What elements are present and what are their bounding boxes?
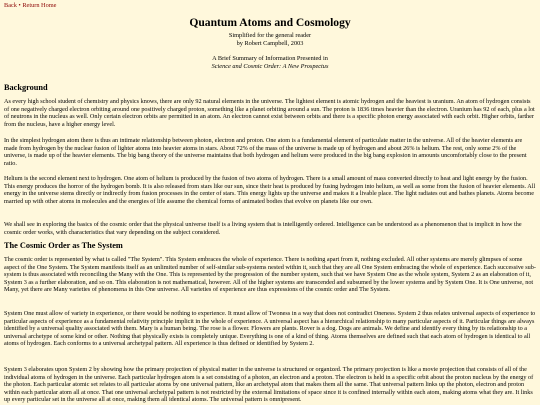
section-heading-background: Background: [4, 83, 48, 92]
section-heading-cosmic-order: The Cosmic Order as The System: [4, 241, 123, 250]
paragraph: System One must allow of variety in experience, or there would be nothing to experience. It must allow of Twoness in a way that does not contradict Oneness. System 2 thus relates universal aspects of experience to particular aspects of experience as a fundamental relativity principle implicit in the whole of experience. A universal aspect has a hierarchical relationship to many particular aspects of it. Particular things are always identified by a universal quality associated with them. Mary is a human being. The rose is a flower. Flowers are plants. Rover is a dog. Dogs are animals. We define and identify every thing by its relationship to a universal archetype of some kind or other. Nothing that physically exists is completely unique. Everything is one of a kind of thing. Atoms themselves are defined such that each atom of hydrogen is identical to all atoms of hydrogen. Each conforms to a universal archetypal pattern. All experience is thus defined or identified by System 2.: [4, 310, 536, 348]
byline: by Robert Campbell, 2003: [236, 39, 304, 47]
paragraph: We shall see in exploring the basics of the cosmic order that the physical universe itself is a living system that is intelligently ordered. Intelligence can be understood as a phenomenon that is implicit in how the cosmic order works, with characteristics that vary depending on the subject considered.: [4, 221, 522, 236]
return-home-link[interactable]: Return Home: [22, 2, 57, 9]
paragraph: The cosmic order is represented by what is called "The System". This System embraces the whole of experience. There is nothing apart from it, nothing excluded. All other systems are merely glimpses of some aspect of the One System. The System manifests itself as an unlimited number of self-similar sub-systems nested within it, such that they are all One System embracing the whole of experience. Each successive sub-system is thus associated with reconciling the Many with the One. This is represented by the progression of the number system, such that we have System One as the whole system, System 2 as an elaboration of it, System 3 as a further elaboration, and so on. This elaboration is not mathematical, however. All of the higher systems are transcended and subsumed by the lower systems and by System One. It is One universe, not Many, yet there are Many varieties of phenomena in this One universe. All varieties of experience are thus expressions of the cosmic order and The System.: [4, 256, 536, 294]
paragraph: System 3 elaborates upon System 2 by showing how the primary projection of physical matter in the universe is structured or organized. The primary projection is like a movie projection that consists of all of the individual atoms of hydrogen in the universe. Each particular hydrogen atom is a set consisting of a photon, an electron and a proton. The electron is held in a specific orbit about the proton nucleus by the energy of the photon. Each particular atomic set relates to all particular atoms by one universal pattern, like an archetypal atom that makes them all the same. That universal pattern links up the photon, electron and proton within each particular atom all at once. That one universal archetypal pattern is not restricted by the external limitations of space since it is confined internally within each atom, making atoms what they are. It links up every particular set in the universe all at once, making them all identical atoms. The universal pattern is omnipresent.: [4, 366, 534, 404]
paragraph: Helium is the second element next to hydrogen. One atom of helium is produced by the fusion of two atoms of hydrogen. There is a small amount of mass converted directly to heat and light energy by the fusion. This energy produces the horror of the hydrogen bomb. It is also released from stars like our sun, since their heat is produced by fusing hydrogen into helium, as well as some from the fusion of heavier elements. All energy in the universe stems directly or indirectly from fusion processes in the center of stars. This energy lights up the universe and makes it a livable place. The light radiates out and bathes planets. Atoms become married up with other atoms in molecules and the energies of life assume the chemical forms of animated bodies that evolve on planets like our own.: [4, 175, 536, 205]
back-link[interactable]: Back: [4, 2, 17, 9]
top-nav: [4, 2, 56, 10]
page-title: Quantum Atoms and Cosmology: [189, 16, 351, 29]
paragraph: In the simplest hydrogen atom there is thus an intimate relationship between photon, electron and proton. One atom is a fundamental element of particulate matter in the universe. All of the heavier elements are made from hydrogen by the nuclear fusion of lighter atoms into heavier atoms in stars. About 72% of the mass of the universe is made up of hydrogen and about 26% is helium. The rest, only some 2% of the universe, is made up of the heavier elements. The big bang theory of the universe maintains that both hydrogen and helium were produced in the big bang explosion in amounts uncomfortably close to the present ratio.: [4, 137, 527, 167]
page-subtitle: Simplified for the general reader: [228, 32, 312, 39]
summary-line: A Brief Summary of Information Presented in: [212, 55, 328, 62]
paragraph: As every high school student of chemistry and physics knows, there are only 92 natural elements in the universe. The lightest element is atomic hydrogen and the heaviest is uranium. An atom of hydrogen consists of one negatively charged electron orbiting around one positively charged proton, something like a planet orbiting around a sun. The proton is 1836 times heavier than the electron. Uranium has 92 of each, plus a lot of neutrons in the nucleus as well. Only certain electron orbits are permitted in an atom. An electron cannot exist between orbits and there is a specific photon energy associated with each orbit. Higher orbits, farther from the nucleus, have a higher energy level.: [4, 98, 535, 128]
nav-separator: •: [18, 2, 21, 9]
summary-source: Science and Cosmic Order: A New Prospectus: [211, 62, 329, 70]
